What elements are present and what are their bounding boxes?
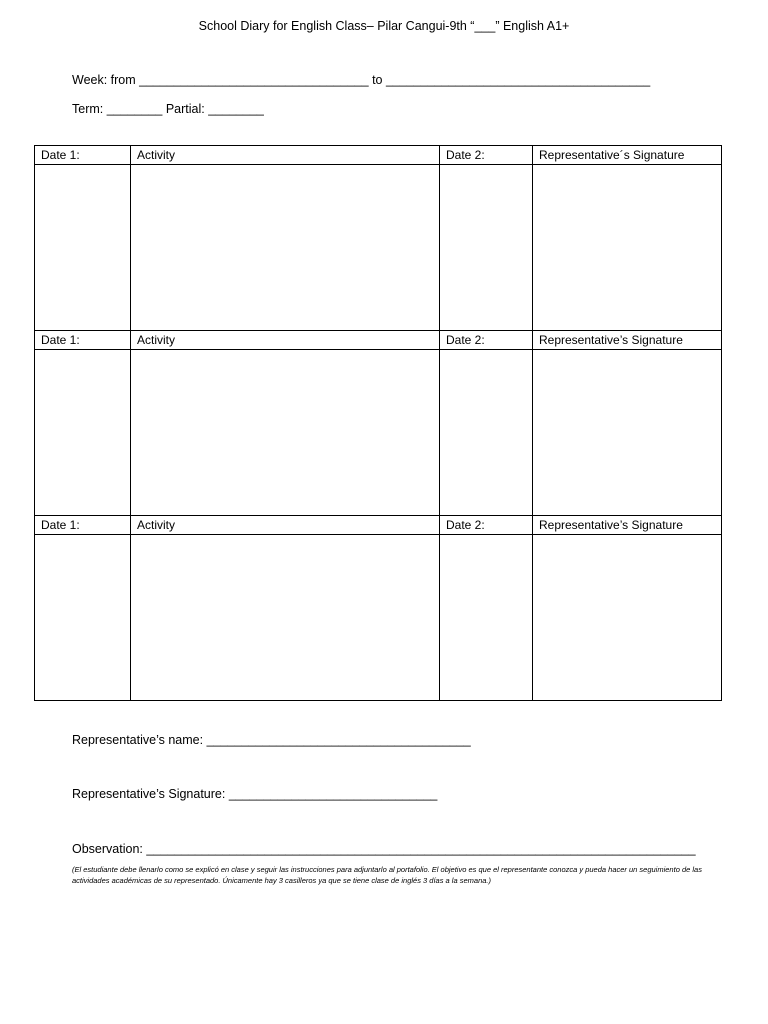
activity-cell[interactable] <box>131 535 440 701</box>
week-field <box>72 73 650 87</box>
representative-name-field <box>72 733 471 747</box>
date1-cell[interactable] <box>35 350 131 516</box>
week-from-label: Week: from <box>72 73 136 87</box>
activity-header: Activity <box>131 331 440 350</box>
signature-cell[interactable] <box>533 535 722 701</box>
table-entry-row <box>35 350 722 516</box>
signature-header: Representative´s Signature <box>533 146 722 165</box>
date1-header: Date 1: <box>35 331 131 350</box>
date2-cell[interactable] <box>440 165 533 331</box>
week-to-label: to <box>372 73 383 87</box>
document-title: School Diary for English Class– Pilar Cangui-9th “___” English A1+ <box>198 19 570 33</box>
observation-field <box>72 842 696 856</box>
signature-header: Representative’s Signature <box>533 516 722 535</box>
signature-header: Representative’s Signature <box>533 331 722 350</box>
representative-signature-blank[interactable]: ______________________________ <box>228 787 438 801</box>
date2-header: Date 2: <box>440 146 533 165</box>
observation-label: Observation: <box>72 842 143 856</box>
date2-cell[interactable] <box>440 535 533 701</box>
instructions-note: (El estudiante debe llenarlo como se explicó en clase y seguir las instrucciones para adjuntarlo al portafolio. El objetivo es que el representante conozca y pueda hacer un seguimiento de las actividades académicas de su representado. Únicamente hay 3 casilleros ya que se tiene clase de inglés 3 días a la semana.) <box>72 865 702 885</box>
table-header-row <box>35 331 722 350</box>
date1-header: Date 1: <box>35 146 131 165</box>
signature-cell[interactable] <box>533 350 722 516</box>
date1-cell[interactable] <box>35 535 131 701</box>
observation-blank[interactable]: _______________________________________________________________________________ <box>146 842 696 856</box>
date2-cell[interactable] <box>440 350 533 516</box>
representative-signature-field <box>72 787 437 801</box>
date1-header: Date 1: <box>35 516 131 535</box>
partial-blank[interactable]: ________ <box>208 102 264 116</box>
activity-header: Activity <box>131 146 440 165</box>
activity-cell[interactable] <box>131 165 440 331</box>
diary-table <box>34 145 722 701</box>
week-from-blank[interactable]: _________________________________ <box>139 73 369 87</box>
representative-signature-label: Representative’s Signature: <box>72 787 226 801</box>
term-blank[interactable]: ________ <box>106 102 163 116</box>
table-entry-row <box>35 165 722 331</box>
date2-header: Date 2: <box>440 331 533 350</box>
representative-name-label: Representative’s name: <box>72 733 204 747</box>
partial-label: Partial: <box>165 102 205 116</box>
term-label: Term: <box>72 102 104 116</box>
table-header-row <box>35 146 722 165</box>
table-entry-row <box>35 535 722 701</box>
week-to-blank[interactable]: ______________________________________ <box>385 73 651 87</box>
signature-cell[interactable] <box>533 165 722 331</box>
activity-cell[interactable] <box>131 350 440 516</box>
date1-cell[interactable] <box>35 165 131 331</box>
table-header-row <box>35 516 722 535</box>
term-partial-field <box>72 102 264 116</box>
representative-name-blank[interactable]: ______________________________________ <box>206 733 471 747</box>
activity-header: Activity <box>131 516 440 535</box>
date2-header: Date 2: <box>440 516 533 535</box>
